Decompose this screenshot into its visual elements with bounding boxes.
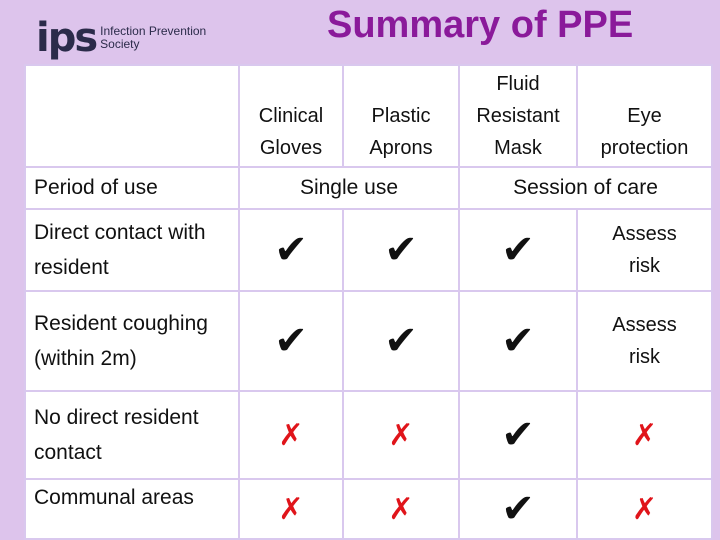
cell-eye	[577, 391, 712, 479]
period-single-use: Single use	[239, 167, 459, 209]
cross-icon: ✗	[278, 417, 304, 453]
assess-risk-text: Assess risk	[612, 223, 677, 277]
period-row	[25, 167, 712, 209]
cell-mask	[459, 479, 577, 539]
cross-icon: ✗	[631, 417, 658, 453]
row-label: Resident coughing (within 2m)	[25, 291, 239, 391]
check-icon: ✔	[501, 318, 535, 364]
cross-icon: ✗	[278, 491, 304, 527]
cell-aprons	[343, 291, 459, 391]
row-label: No direct resident contact	[25, 391, 239, 479]
cell-eye	[577, 291, 712, 391]
check-icon: ✔	[501, 486, 535, 532]
cell-mask	[459, 391, 577, 479]
period-session: Session of care	[459, 167, 712, 209]
page-title: Summary of PPE	[327, 4, 634, 46]
cross-icon: ✗	[388, 417, 414, 453]
check-icon: ✔	[384, 318, 418, 364]
cell-gloves	[239, 479, 343, 539]
logo-line1: Infection Prevention	[100, 24, 207, 38]
table-row	[25, 391, 712, 479]
row-label: Direct contact with resident	[25, 209, 239, 291]
cell-aprons	[343, 479, 459, 539]
cell-eye	[577, 479, 712, 539]
logo-text	[100, 25, 206, 51]
check-icon: ✔	[274, 318, 308, 364]
cell-mask	[459, 209, 577, 291]
check-icon: ✔	[384, 227, 418, 273]
logo-mark: ips	[36, 15, 97, 61]
header-blank-cell	[25, 65, 239, 167]
row-label: Communal areas	[25, 479, 239, 539]
col-header-eye: Eye protection	[577, 65, 712, 167]
cross-icon: ✗	[631, 491, 658, 527]
cell-eye	[577, 209, 712, 291]
header-row	[25, 65, 712, 167]
cell-gloves	[239, 391, 343, 479]
col-header-mask: Fluid Resistant Mask	[459, 65, 577, 167]
ppe-table	[24, 64, 713, 540]
check-icon: ✔	[501, 227, 535, 273]
ips-logo	[36, 15, 207, 61]
cross-icon: ✗	[388, 491, 414, 527]
cell-aprons	[343, 209, 459, 291]
check-icon: ✔	[501, 412, 535, 458]
assess-risk-text: Assess risk	[612, 314, 677, 368]
cell-aprons	[343, 391, 459, 479]
check-icon: ✔	[274, 227, 308, 273]
col-header-gloves: Clinical Gloves	[239, 65, 343, 167]
period-label: Period of use	[25, 167, 239, 209]
table-row	[25, 209, 712, 291]
table-row	[25, 479, 712, 539]
cell-mask	[459, 291, 577, 391]
cell-gloves	[239, 209, 343, 291]
cell-gloves	[239, 291, 343, 391]
col-header-aprons: Plastic Aprons	[343, 65, 459, 167]
logo-line2: Society	[100, 37, 140, 51]
table-row	[25, 291, 712, 391]
